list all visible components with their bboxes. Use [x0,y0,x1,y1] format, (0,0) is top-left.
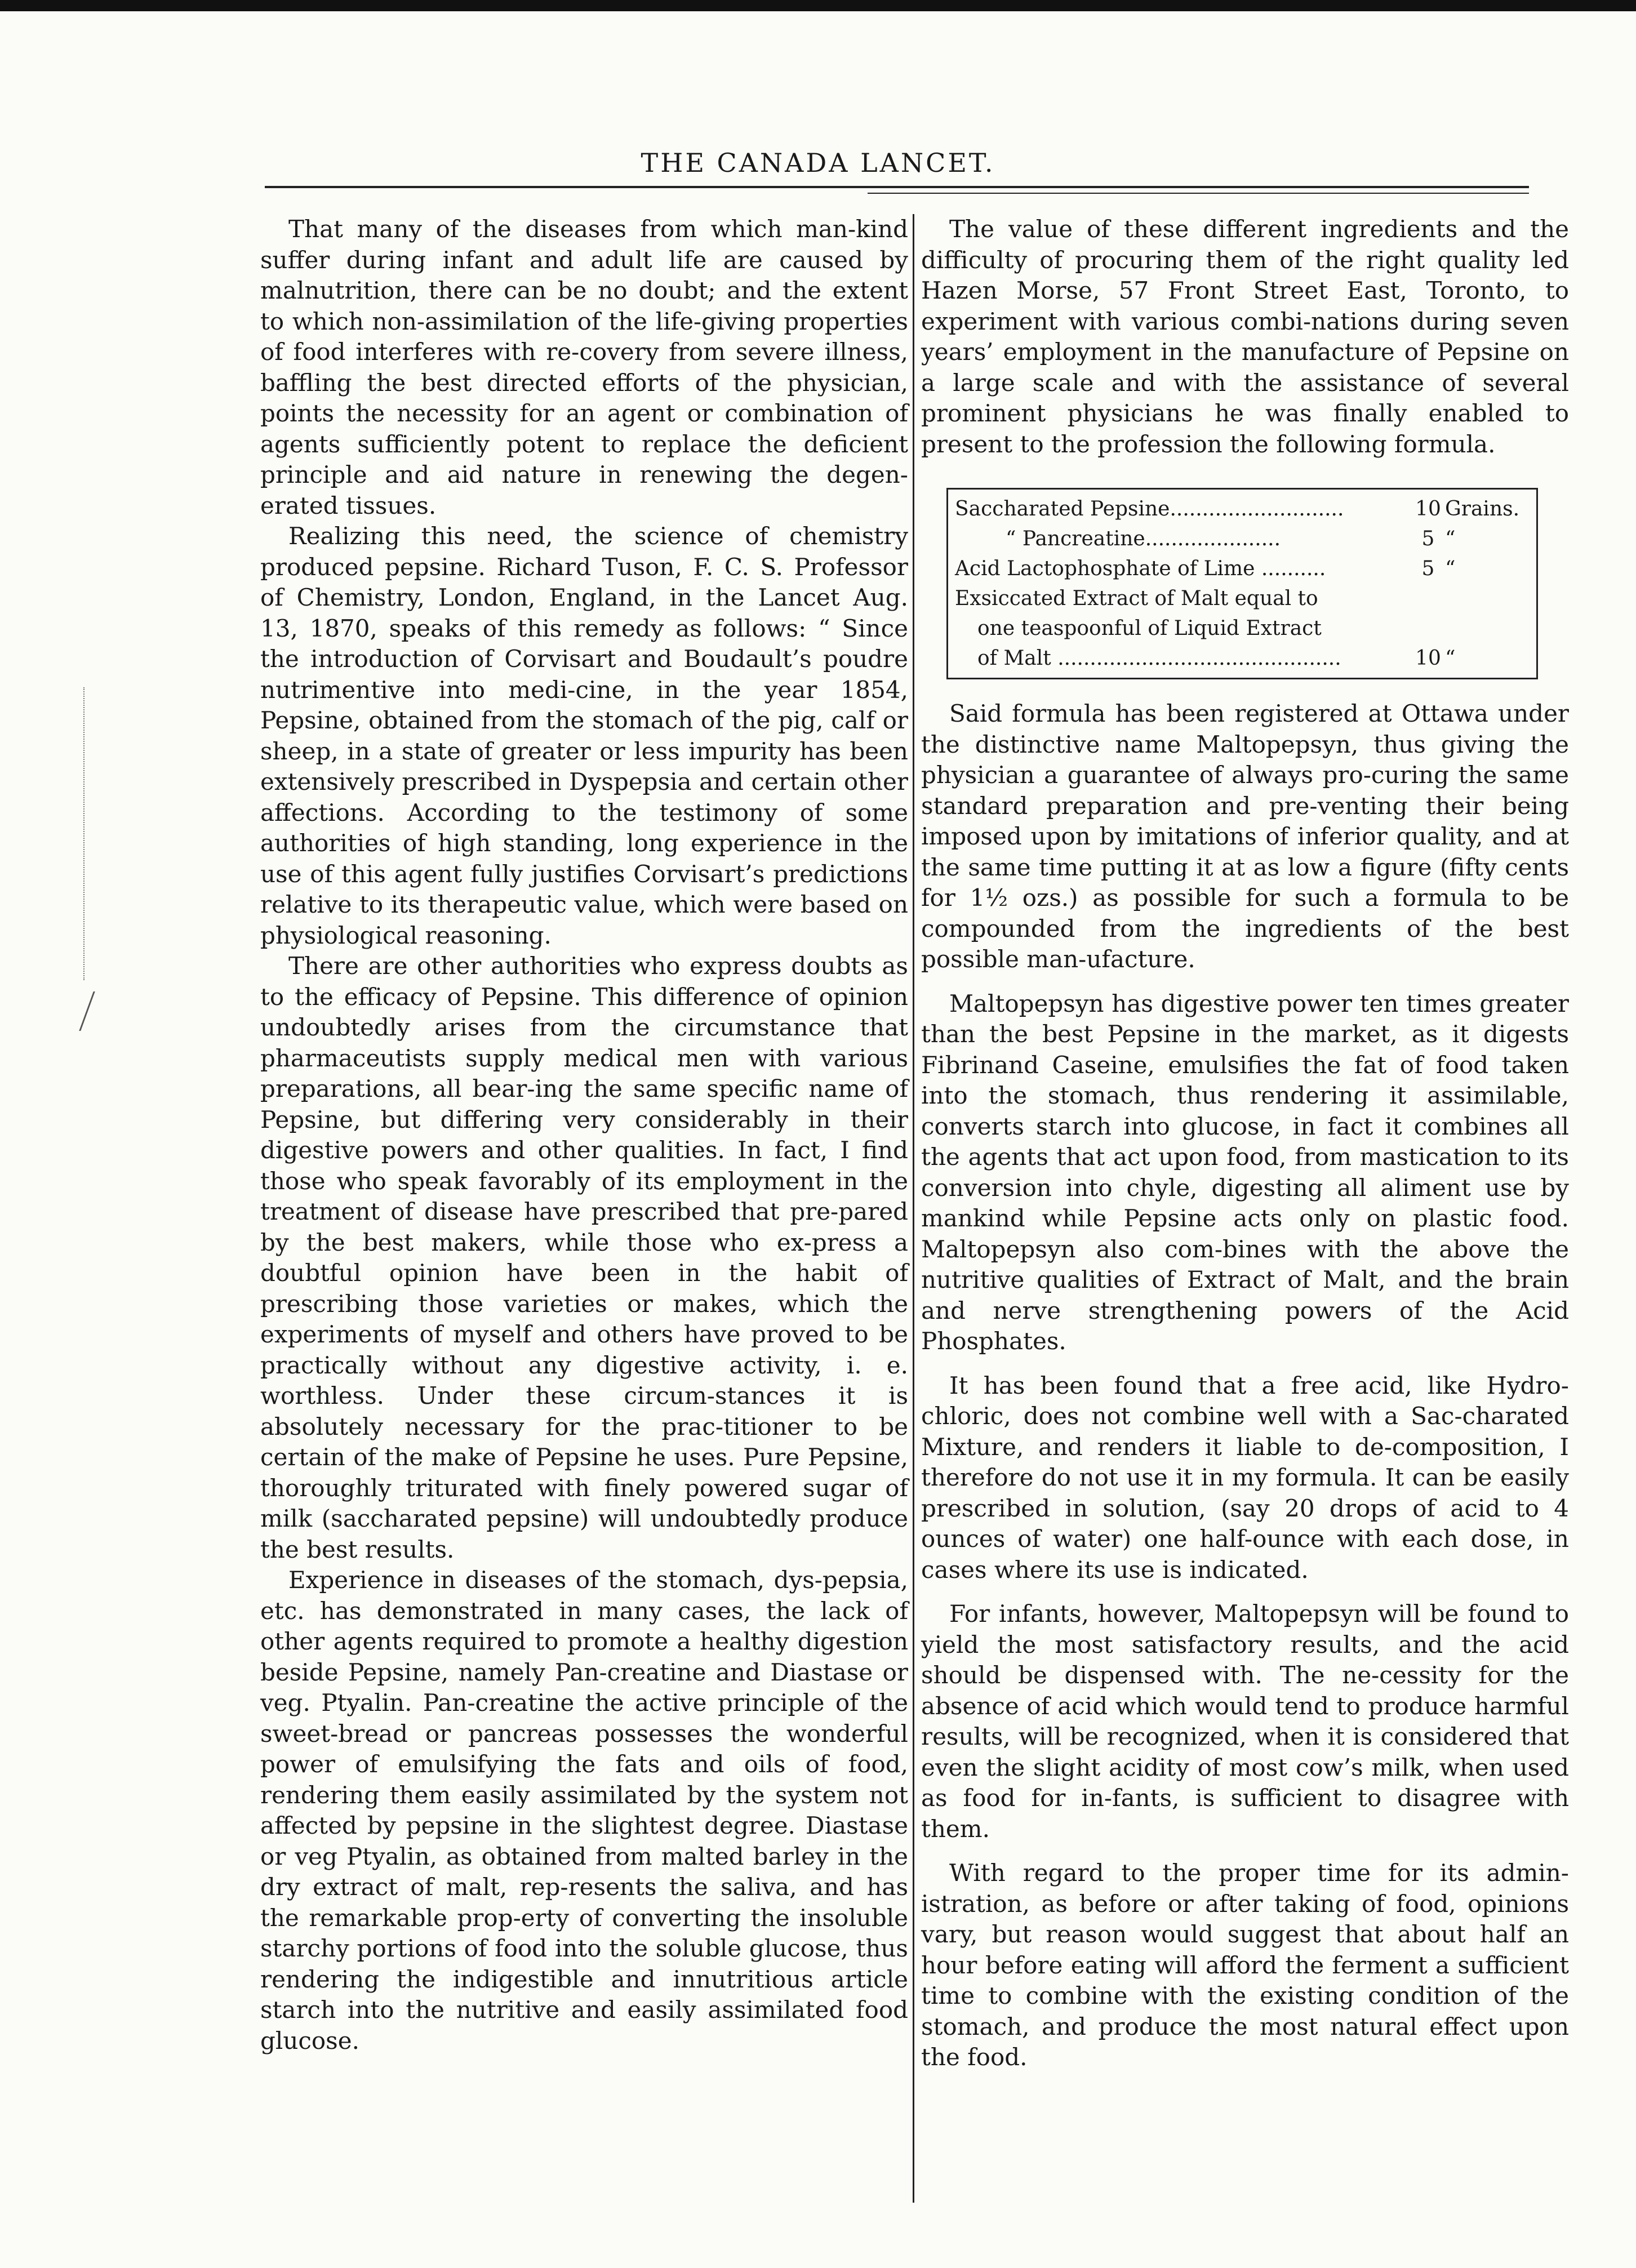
margin-pencil-mark [79,991,117,1031]
formula-row [955,524,1530,554]
right-paragraph-2: Maltopepsyn has digestive power ten times greater than the best Pepsine in the market, as it digests Fibrinand Caseine, emulsifies the fat of food taken into the stomach, thus rendering it assimilable, converts starch into glucose, in fact it combines all the agents that act upon food, from mastication to its conversion into chyle, digesting all aliment use by mankind while Pepsine acts only on plastic food. Maltopepsyn also com-bines with the above the nutritive qualities of Extract of Malt, and the brain and nerve strengthening powers of the Acid Phosphates. [921,989,1569,1355]
formula-unit: Grains. [1445,497,1520,521]
formula-amount [1411,584,1445,613]
left-paragraph-4: Experience in diseases of the stomach, dys-pepsia, etc. has demonstrated in many cases, the lack of other agents required to promote a healthy digestion beside Pepsine, namely Pan-creatine and Diastase or veg. Ptyalin. Pan-creatine the active principle of the sweet-bread or pancreas possesses the wonderful power of emulsifying the fats and oils of food, rendering them easily assimilated by the system not affected by pepsine in the slightest degree. Diastase or veg Ptyalin, as obtained from malted barley in the dry extract of malt, rep-resents the saliva, and has the remarkable prop-erty of converting the insoluble starchy portions of food into the soluble glucose, thus rendering the indigestible and innutritious article starch into the nutritive and easily assimilated food glucose. [260,1566,908,2054]
column-divider [913,214,914,2203]
page-header-title: THE CANADA LANCET. [641,148,995,178]
formula-unit [1445,584,1530,613]
formula-unit: “ [1445,527,1456,550]
left-paragraph-2: Realizing this need, the science of chemistry produced pepsine. Richard Tuson, F. C. S. Professor of Chemistry, London, England, in the Lancet Aug. 13, 1870, speaks of this remedy as follows: “ Since the introduction of Corvisart and Boudault’s poudre nutrimentive into medi-cine, in the year 1854, Pepsine, obtained from the stomach of the pig, calf or sheep, in a state of greater or less impurity has been extensively prescribed in Dyspepsia and certain other affections. According to the testimony of some authorities of high standing, long experience in the use of this agent fully justifies Corvisart’s predictions relative to its therapeutic value, which were based on physiological reasoning. [260,522,908,949]
right-paragraph-1: Said formula has been registered at Ottawa under the distinctive name Maltopepsyn, thus giving the physician a guarantee of always pro-curing the same standard preparation and pre-venting their being imposed upon by imitations of inferior quality, and at the same time putting it at as low a figure (fifty cents for 1½ ozs.) as possible for such a formula to be compounded from the ingredients of the best possible man-ufacture. [921,700,1569,973]
formula-unit: “ [1445,557,1456,580]
left-paragraph-3: There are other authorities who express doubts as to the efficacy of Pepsine. This difference of opinion undoubtedly arises from the circumstance that pharmaceutists supply medical men with various preparations, all bear-ing the same specific name of Pepsine, but differing very considerably in their digestive powers and other qualities. In fact, I find those who speak favorably of its employment in the treatment of disease have prescribed that pre-pared by the best makers, while those who ex-press a doubtful opinion have been in the habit of prescribing those varieties or makes, which the experiments of myself and others have proved to be practically without any digestive activity, i. e. worthless. Under these circum-stances it is absolutely necessary for the prac-titioner to be certain of the make of Pepsine he uses. Pure Pepsine, thoroughly triturated with finely powered sugar of milk (saccharated pepsine) will undoubtedly produce the best results. [260,952,908,1563]
margin-dotted-line [83,687,85,980]
formula-amount: 5 [1421,527,1435,550]
formula-row [955,643,1530,673]
formula-ingredient: of Malt ............................................ [977,647,1341,670]
formula-unit [1445,613,1530,643]
formula-row [955,584,1530,613]
right-paragraph-4: For infants, however, Maltopepsyn will be found to yield the most satisfactory results, and the acid should be dispensed with. The ne-cessity for the absence of acid which would tend to produce harmful results, will be recognized, when it is considered that even the slight acidity of most cow’s milk, when used as food for in-fants, is sufficient to disagree with them. [921,1600,1569,1843]
formula-ingredient: one teaspoonful of Liquid Extract [977,617,1322,640]
header-rule [265,186,1529,188]
formula-ingredient: “ Pancreatine..................... [1006,527,1281,550]
header-rule-thin [868,193,1529,194]
left-paragraph-1: That many of the diseases from which man-kind suffer during infant and adult life are caused by malnutrition, there can be no doubt; and the extent to which non-assimilation of the life-giving properties of food interferes with re-covery from severe illness, baffling the best directed efforts of the physician, points the necessity for an agent or combination of agents sufficiently potent to replace the deficient principle and aid nature in renewing the degen-erated tissues. [260,215,908,519]
left-column [260,214,908,2056]
top-border-rule [0,0,1636,11]
right-intro-paragraph: The value of these different ingredients and the difficulty of procuring them of the right quality led Hazen Morse, 57 Front Street East, Toronto, to experiment with various combi-nations during seven years’ employment in the manufacture of Pepsine on a large scale and with the assistance of several prominent physicians he was finally enabled to present to the profession the following formula. [921,215,1569,458]
formula-unit: “ [1445,647,1456,670]
formula-ingredient: Acid Lactophosphate of Lime .......... [955,557,1326,580]
right-paragraph-3: It has been found that a free acid, like Hydro-chloric, does not combine well with a Sac-charated Mixture, and renders it liable to de-composition, I therefore do not use it in my formula. It can be easily prescribed in solution, (say 20 drops of acid to 4 ounces of water) one half-ounce with each dose, in cases where its use is indicated. [921,1371,1569,1584]
formula-ingredient: Saccharated Pepsine........................... [955,497,1344,521]
right-paragraph-5: With regard to the proper time for its admin-istration, as before or after taking of food, opinions vary, but reason would suggest that about half an hour before eating will afford the ferment a sufficient time to combine with the existing condition of the stomach, and produce the most natural effect upon the food. [921,1859,1569,2071]
formula-ingredient: Exsiccated Extract of Malt equal to [955,587,1318,610]
formula-amount: 5 [1421,557,1435,580]
formula-amount [1411,613,1445,643]
formula-row [955,613,1530,643]
right-column [921,214,1569,2073]
formula-table [946,488,1538,679]
formula-row [955,494,1530,524]
formula-row [955,554,1530,584]
formula-amount: 10 [1415,497,1441,521]
formula-amount: 10 [1415,647,1441,670]
